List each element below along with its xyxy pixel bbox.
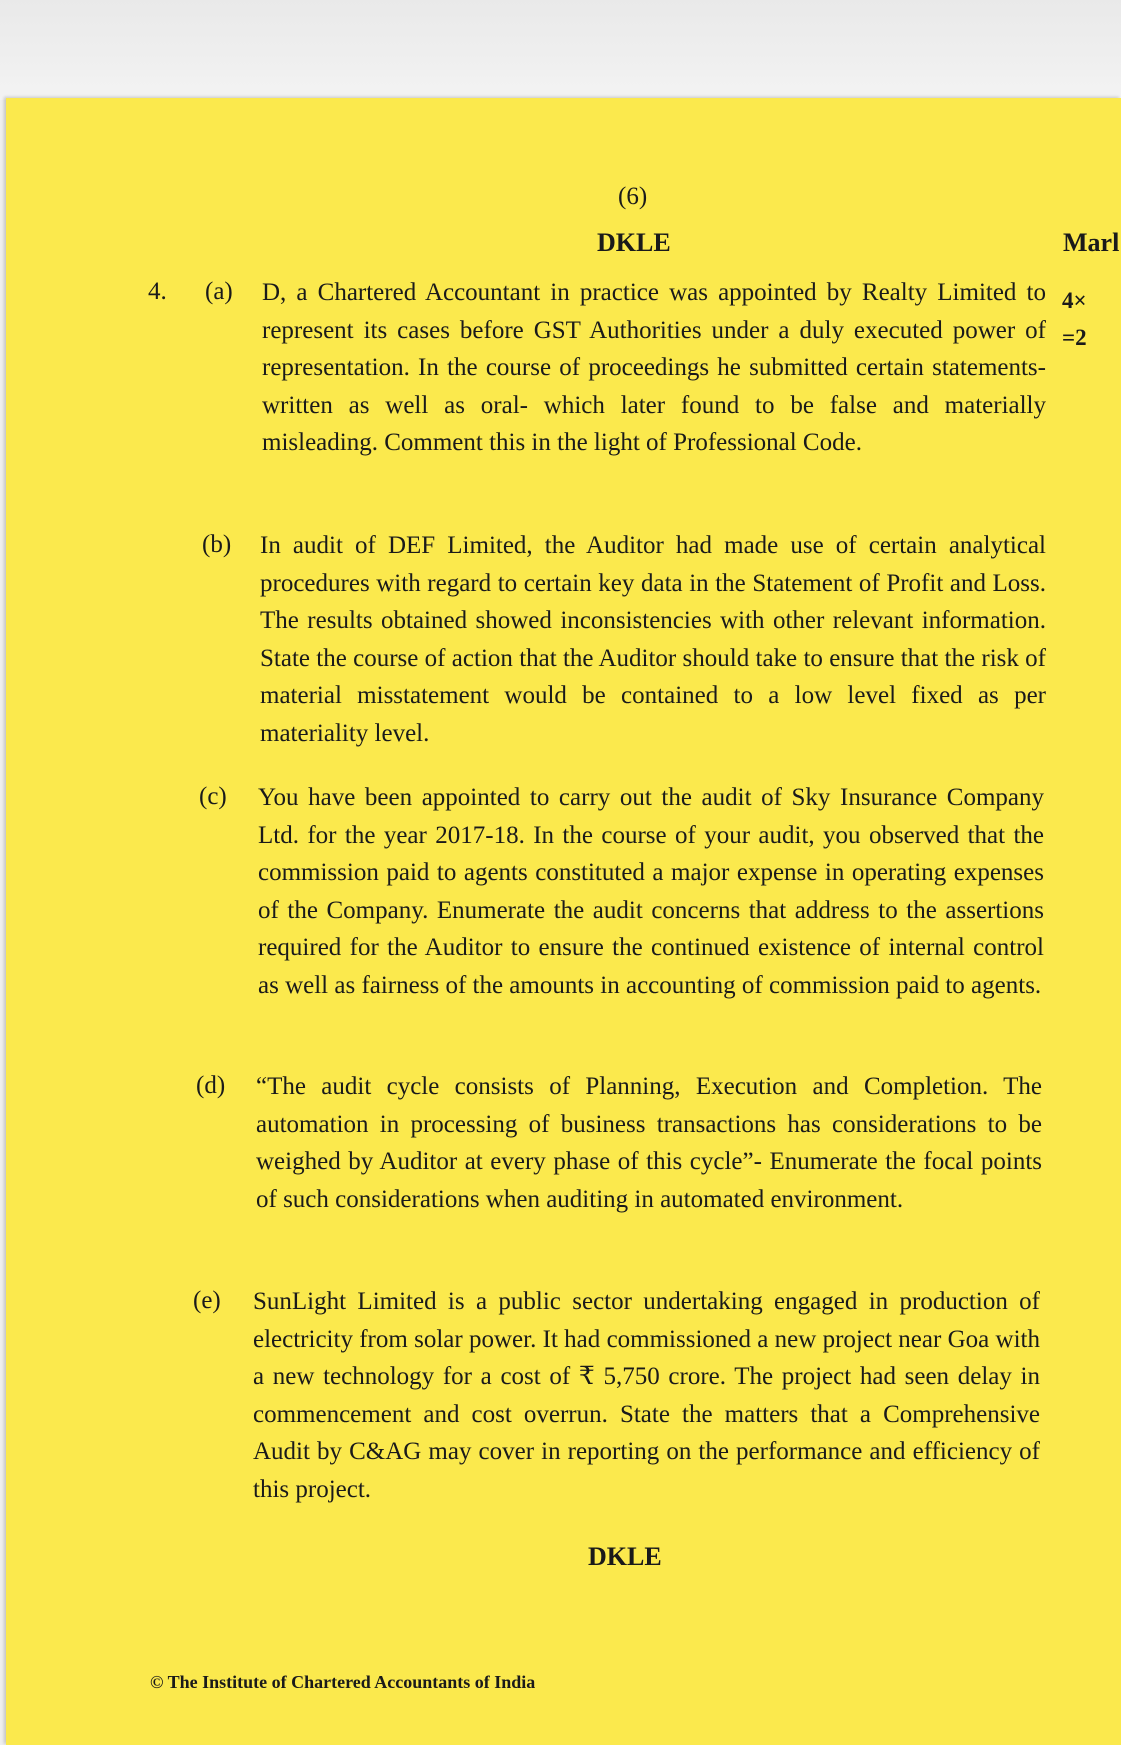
part-c-label: (c) xyxy=(199,783,227,810)
part-a-text: D, a Chartered Accountant in practice was appointed by Realty Limited to represent its cases before GST Authorities under a duly executed power of representation. In the course of proceedings he submitted certain statements-written as well as oral- which later found to be false and materially misleading. Comment this in the light of Professional Code. xyxy=(262,279,1046,456)
copyright-notice: © The Institute of Chartered Accountants of India xyxy=(150,1672,536,1692)
part-b-text: In audit of DEF Limited, the Auditor had made use of certain analytical procedures with regard to certain key data in the Statement of Profit and Loss. The results obtained showed inconsistencies with other relevant information. State the course of action that the Auditor should take to ensure that the risk of material misstatement would be contained to a low level fixed as per materiality level. xyxy=(260,532,1046,747)
marks-column-header: Marl xyxy=(1063,228,1120,257)
marks-value-line-1: 4× xyxy=(1062,288,1087,313)
part-c-text: You have been appointed to carry out the audit of Sky Insurance Company Ltd. for the year 2017-18. In the course of your audit, you observed that the commission paid to agents constituted a major expense in operating expenses of the Company. Enumerate the audit concerns that address to the assertions required for the Auditor to ensure the continued existence of internal control as well as fairness of the amounts in accounting of commission paid to agents. xyxy=(258,784,1044,999)
header-paper-code: DKLE xyxy=(597,228,671,257)
part-b-label: (b) xyxy=(202,531,232,558)
scan-top-strip xyxy=(0,0,1121,100)
part-e-label: (e) xyxy=(193,1287,221,1314)
part-a-label: (a) xyxy=(205,278,233,305)
part-e-text: SunLight Limited is a public sector undertaking engaged in production of electricity from solar power. It had commissioned a new project near Goa with a new technology for a cost of ₹ 5,750 crore. The project had seen delay in commencement and cost overrun. State the matters that a Comprehensive Audit by C&AG may cover in reporting on the performance and efficiency of this project. xyxy=(253,1288,1040,1503)
page-number: (6) xyxy=(618,183,648,210)
part-d-text: “The audit cycle consists of Planning, Execution and Completion. The automation in processing of business transactions has considerations to be weighed by Auditor at every phase of this cycle”- Enumerate the focal points of such considerations when auditing in automated environment. xyxy=(256,1073,1042,1213)
question-number: 4. xyxy=(148,278,167,305)
marks-value-line-2: =2 xyxy=(1062,325,1087,350)
marks-allocation xyxy=(1062,282,1087,356)
part-d-label: (d) xyxy=(196,1072,226,1099)
footer-paper-code: DKLE xyxy=(588,1542,662,1571)
